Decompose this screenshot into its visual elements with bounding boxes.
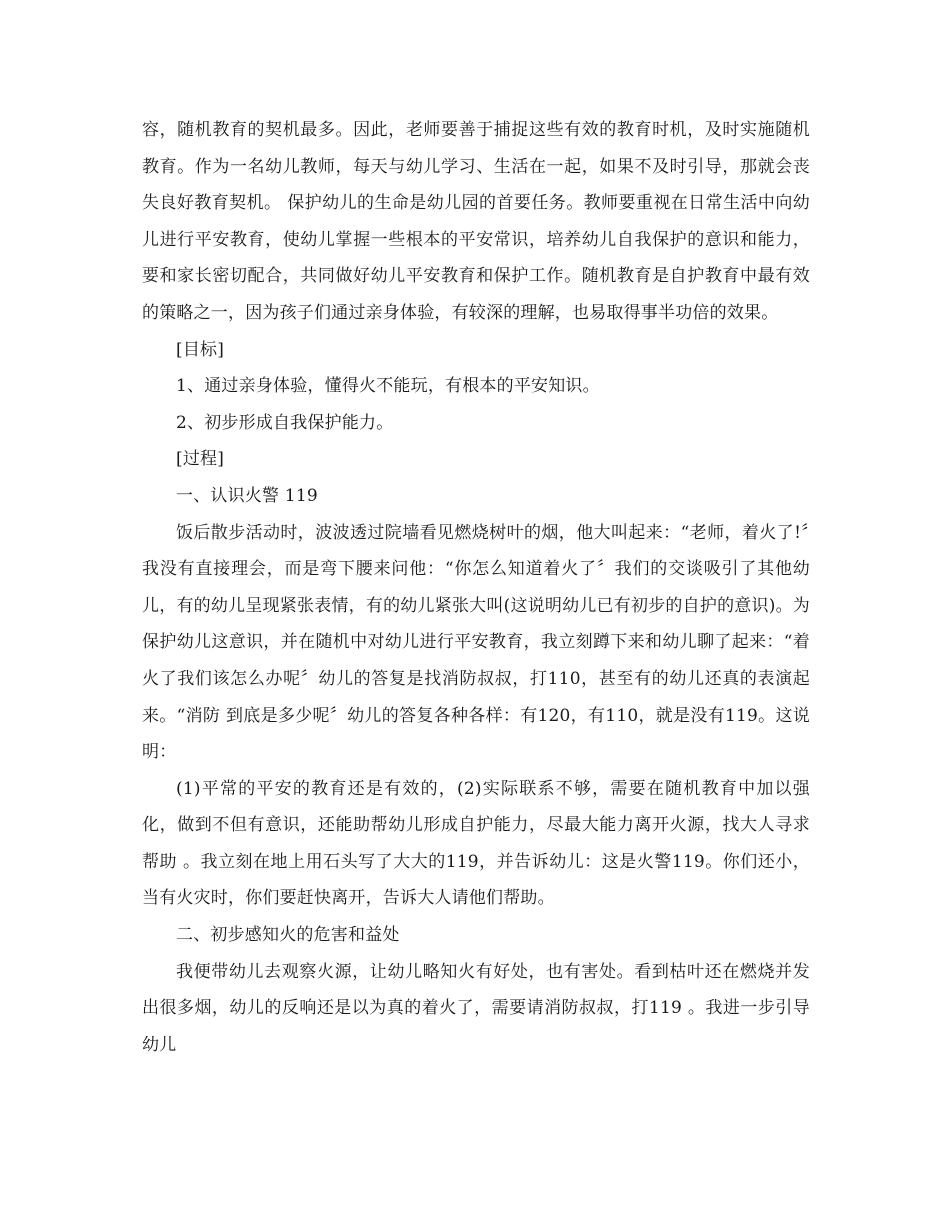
goal-item-1: 1、通过亲身体验，懂得火不能玩，有根本的平安知识。 <box>176 376 600 397</box>
paragraph-intro: 容，随机教育的契机最多。因此，老师要善于捕捉这些有效的教育时机，及时实施随机教育。作为一名幼儿教师，每天与幼儿学习、生活在一起，如果不及时引导，那就会丧失良好教育契机。 保护幼儿的生命是幼儿园的首要任务。教师要重视在日常生活中向幼儿进行平安教育，使幼儿掌握一些根本的平安常识，培养幼儿自我保护的意识和能力，要和家长密切配合，共同做好幼儿平安教育和保护工作。随机教育是自护教育中最有效的策略之一，因为孩子们通过亲身体验，有较深的理解，也易取得事半功倍的效果。 <box>142 120 810 323</box>
section-heading-1: 一、认识火警 119 <box>176 485 318 506</box>
heading-goals: [目标] <box>176 339 225 360</box>
section-heading-2: 二、初步感知火的危害和益处 <box>176 925 400 946</box>
paragraph-analysis: (1)平常的平安的教育还是有效的，(2)实际联系不够，需要在随机教育中加以强化，做到不但有意识，还能助帮幼儿形成自护能力，尽最大能力离开火源，找大人寻求帮助 。我立刻在地上用石头写了大大的119，并告诉幼儿：这是火警119。你们还小，当有火灾时，你们要赶快离开，告诉大人请他们帮助。 <box>142 778 810 909</box>
heading-process: [过程] <box>176 449 225 470</box>
paragraph-story: 饭后散步活动时，波波透过院墙看见燃烧树叶的烟，他大叫起来：“老师，着火了!〞我没有直接理会，而是弯下腰来问他：“你怎么知道着火了〞我们的交谈吸引了其他幼儿，有的幼儿呈现紧张表情，有的幼儿紧张大叫(这说明幼儿已有初步的自护的意识)。为保护幼儿这意识，并在随机中对幼儿进行平安教育，我立刻蹲下来和幼儿聊了起来：“着火了我们该怎么办呢〞幼儿的答复是找消防叔叔，打110，甚至有的幼儿还真的表演起来。“消防 到底是多少呢〞幼儿的答复各种各样：有120，有110，就是没有119。这说明： <box>142 522 810 763</box>
document-body <box>142 112 810 1063</box>
goal-item-2: 2、初步形成自我保护能力。 <box>176 412 394 433</box>
paragraph-observation: 我便带幼儿去观察火源，让幼儿略知火有好处，也有害处。看到枯叶还在燃烧并发出很多烟，幼儿的反响还是以为真的着火了，需要请消防叔叔，打119 。我进一步引导幼儿 <box>142 961 810 1055</box>
